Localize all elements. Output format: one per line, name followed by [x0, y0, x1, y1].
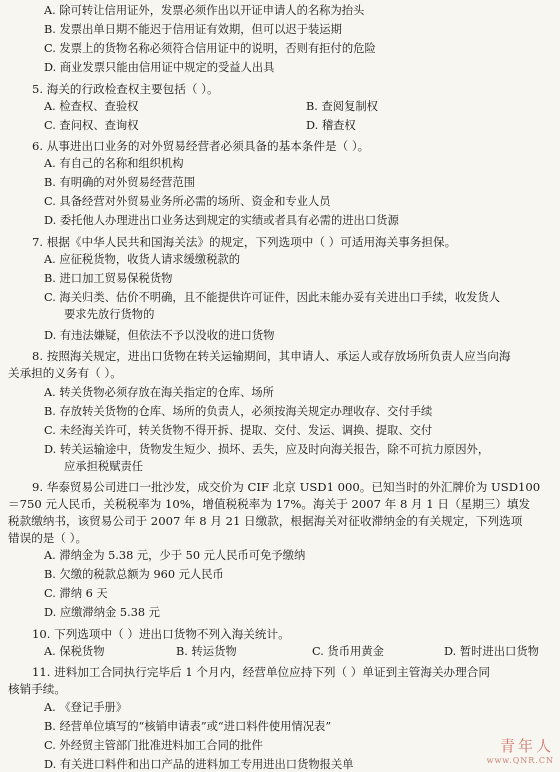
option-text-line [44, 4, 560, 18]
line-text: C. 具备经营对外贸易业务所必需的场所、资金和专业人员 [44, 195, 331, 208]
line-text: 9. 华泰贸易公司进口一批沙发，成交价为 CIF 北京 USD1 000。已知当时的外汇牌价为 USD100 [32, 480, 541, 494]
line-text: 错误的是（ ）。 [8, 531, 88, 545]
line-text: A. 转关货物必须存放在海关指定的仓库、场所 [44, 386, 274, 399]
line-text: 应承担税赋责任 [64, 460, 144, 473]
option-text-line [44, 214, 560, 228]
line-text: C. 海关归类、估价不明确，且不能提供许可证件，因此未能办妥有关进出口手续，收发货人 [44, 291, 501, 304]
option-text-line [44, 443, 560, 457]
option-text-line [44, 157, 560, 171]
line-text: A. 有自己的名称和组织机构 [44, 157, 184, 170]
option-text-line [44, 758, 560, 772]
line-text: D. 稽查权 [306, 119, 356, 132]
question-text-line [32, 349, 560, 363]
option-text-line [44, 606, 560, 620]
q10-option: A. 保税货物 [44, 645, 105, 658]
line-text: 10. 下列选项中（ ）进出口货物不列入海关统计。 [32, 627, 290, 641]
line-text: B. 存放转关货物的仓库、场所的负责人，必须按海关规定办理收存、交付手续 [44, 405, 433, 418]
option-text-line [44, 424, 560, 438]
line-text: 8. 按照海关规定，进出口货物在转关运输期间，其申请人、承运人或存放场所负责人应当向海 [32, 349, 511, 363]
option-text-line [44, 253, 560, 267]
question-text-line [32, 235, 560, 249]
line-text: 核销手续。 [8, 682, 66, 696]
line-text: D. 委托他人办理进出口业务达到规定的实绩或者具有必需的进出口货源 [44, 214, 399, 227]
line-text: B. 发票出单日期不能迟于信用证有效期，但可以迟于装运期 [44, 23, 342, 36]
option-text-line [44, 720, 560, 734]
option-text-line [44, 405, 560, 419]
line-text: B. 有明确的对外贸易经营范围 [44, 176, 196, 189]
line-text: 6. 从事进出口业务的对外贸易经营者必须具备的基本条件是（ ）。 [32, 139, 370, 153]
line-text: A. 滞纳金为 5.38 元，少于 50 元人民币可免予缴纳 [44, 549, 306, 562]
question-text-line [8, 497, 560, 511]
option-text-line [44, 195, 560, 209]
option-text-line [44, 272, 560, 286]
line-text: 关承担的义务有（ ）。 [8, 366, 122, 380]
q10-option: D. 暂时进出口货物 [444, 645, 539, 658]
q10-option: B. 转运货物 [176, 645, 237, 658]
line-text: C. 查问权、查询权 [44, 119, 139, 132]
line-text: B. 欠缴的税款总额为 960 元人民币 [44, 568, 224, 581]
question-text-line [8, 514, 560, 528]
option-text-line [44, 386, 560, 400]
line-text: B. 查阅复制权 [306, 100, 378, 113]
option-text-line [44, 176, 560, 190]
option-text-line [44, 100, 560, 114]
line-text: B. 经营单位填写的“核销申请表”或“进口料件使用情况表” [44, 720, 332, 733]
option-text-line [44, 291, 560, 305]
watermark-logo [487, 735, 554, 765]
line-text: C. 发票上的货物名称必须符合信用证中的说明，否则有拒付的危险 [44, 42, 376, 55]
line-text: 税款缴纳书，该贸易公司于 2007 年 8 月 21 日缴款，根据海关对征收滞纳金的有关规定，下列选项 [8, 514, 523, 528]
line-text: 要求先放行货物的 [64, 308, 155, 321]
line-text: C. 外经贸主管部门批准进料加工合同的批件 [44, 739, 263, 752]
question-text-line [32, 82, 560, 96]
line-text: D. 有关进口料件和出口产品的进料加工专用进出口货物报关单 [44, 758, 354, 771]
line-text: A. 《登记手册》 [44, 701, 128, 714]
line-text: ＝750 元人民币，关税税率为 10%，增值税税率为 17%。海关于 2007 年 8 月 1 日（星期三）填发 [8, 497, 531, 511]
line-text: 11. 进料加工合同执行完毕后 1 个月内，经营单位应持下列（ ）单证到主管海关办理合同 [32, 665, 490, 679]
option-text-line [44, 61, 560, 75]
option-text-line [44, 701, 560, 715]
watermark-url: www.QNR.CN [486, 756, 554, 765]
line-text: C. 未经海关许可，转关货物不得开拆、提取、交付、发运、调换、提取、交付 [44, 424, 433, 437]
question-text-line [8, 366, 560, 380]
question-text-line [8, 531, 560, 545]
option-text-line [44, 119, 560, 133]
line-text: D. 应缴滞纳金 5.38 元 [44, 606, 160, 619]
line-text: D. 有违法嫌疑，但依法不予以没收的进口货物 [44, 329, 275, 342]
q10-option: C. 货币用黄金 [312, 645, 384, 658]
line-text: 5. 海关的行政检查权主要包括（ ）。 [32, 82, 219, 96]
question-text-line [32, 627, 560, 641]
option-text-line [44, 549, 560, 563]
option-text-line [44, 329, 560, 343]
option-text-line [44, 42, 560, 56]
option-text-line [44, 23, 560, 37]
option-text-line [44, 587, 560, 601]
watermark-text: 青年人 [499, 737, 554, 755]
line-text: A. 检查权、查验权 [44, 100, 139, 113]
question-text-line [8, 682, 560, 696]
question-text-line [32, 480, 560, 494]
line-text: C. 滞纳 6 天 [44, 587, 108, 600]
line-text: D. 转关运输途中，货物发生短少、损坏、丢失，应及时向海关报告，除不可抗力原因外， [44, 443, 490, 456]
option-text-line [64, 460, 560, 474]
line-text: B. 进口加工贸易保税货物 [44, 272, 173, 285]
option-text-line [64, 308, 560, 322]
line-text: 7. 根据《中华人民共和国海关法》的规定，下列选项中（ ）可适用海关事务担保。 [32, 235, 457, 249]
question-text-line [32, 139, 560, 153]
line-text: D. 商业发票只能由信用证中规定的受益人出具 [44, 61, 275, 74]
option-text-line [44, 739, 560, 753]
line-text: A. 除可转让信用证外，发票必须作出以开证申请人的名称为抬头 [44, 4, 365, 17]
option-text-line [44, 568, 560, 582]
question-text-line [32, 665, 560, 679]
line-text: A. 应征税货物，收货人请求缓缴税款的 [44, 253, 241, 266]
